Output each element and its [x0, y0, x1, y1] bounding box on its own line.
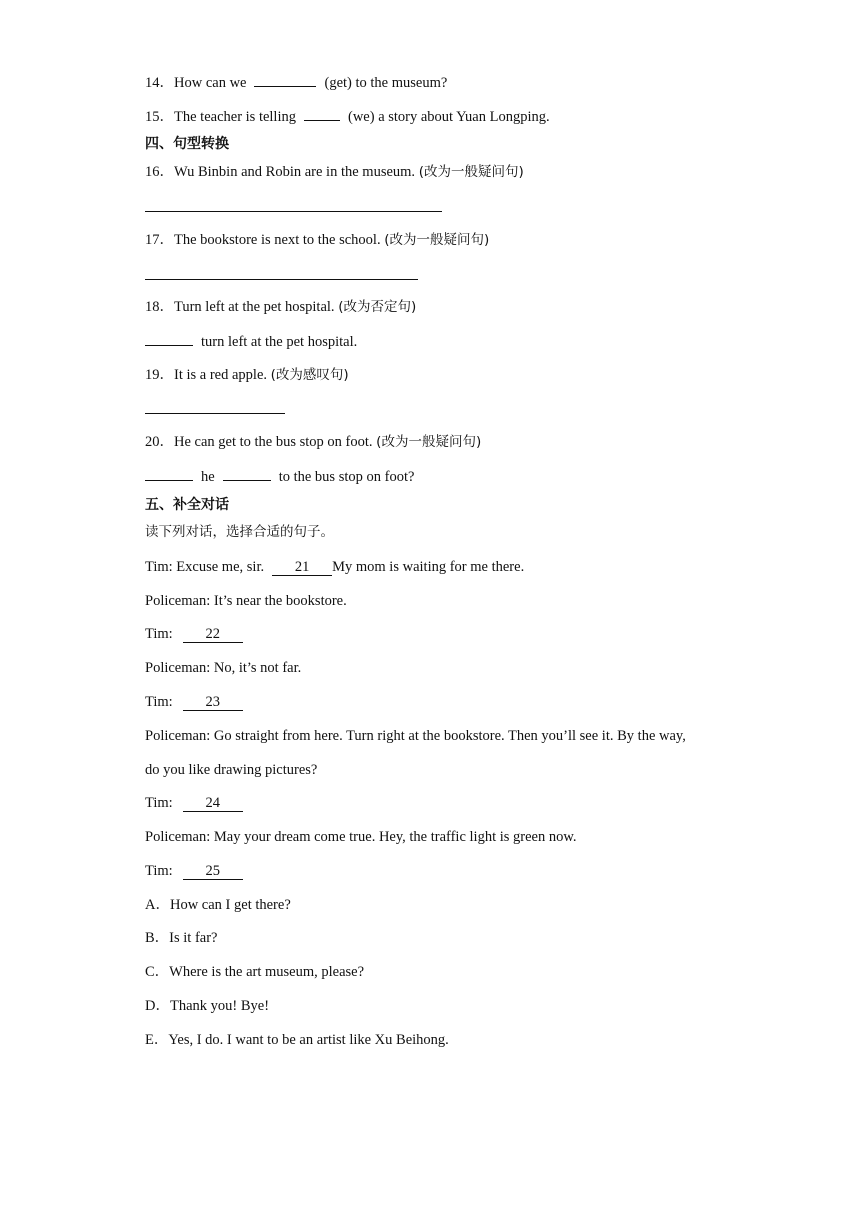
dialogue-text: My mom is waiting for me there.	[332, 559, 525, 575]
question-number: 17．	[145, 232, 174, 248]
dialogue-line: Policeman: Go straight from here. Turn right at the bookstore. Then you’ll see it. By the way,	[145, 728, 686, 744]
option-b	[145, 928, 217, 948]
question-17	[145, 230, 489, 250]
answer-text: to the bus stop on foot?	[278, 469, 415, 485]
question-hint: (改为一般疑问句)	[418, 164, 524, 180]
dialogue-text: Tim:	[145, 863, 173, 879]
question-hint: (改为否定句)	[338, 299, 417, 315]
question-text: It is a red apple.	[174, 367, 268, 383]
question-number: 16．	[145, 164, 174, 180]
dialogue-blank-23[interactable]: 23	[183, 694, 243, 711]
question-hint: (改为一般疑问句)	[384, 232, 490, 248]
section-instruction: 读下列对话，选择合适的句子。	[145, 524, 334, 540]
answer-text: he	[201, 469, 215, 485]
dialogue-text: Tim:	[145, 626, 173, 642]
dialogue-line	[145, 557, 524, 577]
answer-blank[interactable]	[254, 72, 316, 87]
option-text: Yes, I do. I want to be an artist like Xu Beihong.	[168, 1032, 449, 1048]
option-text: How can I get there?	[169, 897, 291, 913]
question-number: 14．	[145, 75, 174, 91]
question-text: The teacher is telling	[174, 109, 296, 125]
dialogue-line: Policeman: May your dream come true. Hey, the traffic light is green now.	[145, 829, 577, 845]
question-number: 20．	[145, 434, 174, 450]
question-19	[145, 365, 349, 385]
option-letter: E．	[145, 1032, 169, 1048]
answer-line[interactable]	[145, 279, 418, 280]
option-a	[145, 895, 291, 915]
question-text: How can we	[174, 75, 247, 91]
dialogue-line	[145, 861, 243, 881]
question-number: 19．	[145, 367, 174, 383]
question-text: The bookstore is next to the school.	[174, 232, 381, 248]
answer-blank[interactable]	[304, 106, 340, 121]
option-e	[145, 1030, 449, 1050]
option-text: Is it far?	[169, 930, 218, 946]
question-20-answer	[145, 466, 414, 487]
dialogue-blank-25[interactable]: 25	[183, 863, 243, 880]
dialogue-text: Tim: Excuse me, sir.	[145, 559, 265, 575]
answer-blank[interactable]	[145, 466, 193, 481]
option-text: Where is the art museum, please?	[169, 964, 365, 980]
question-number: 18．	[145, 299, 174, 315]
dialogue-blank-22[interactable]: 22	[183, 626, 243, 643]
option-letter: D．	[145, 998, 170, 1014]
question-hint: (改为感叹句)	[270, 367, 349, 383]
section-heading: 五、补全对话	[145, 497, 229, 513]
answer-blank[interactable]	[145, 331, 193, 346]
question-14	[145, 72, 447, 93]
section-heading: 四、句型转换	[145, 136, 229, 152]
question-text: Turn left at the pet hospital.	[174, 299, 335, 315]
dialogue-line	[145, 793, 243, 813]
answer-line[interactable]	[145, 413, 285, 414]
question-number: 15．	[145, 109, 174, 125]
question-text: (get) to the museum?	[324, 75, 448, 91]
dialogue-blank-21[interactable]: 21	[272, 559, 332, 576]
option-letter: B．	[145, 930, 170, 946]
option-d	[145, 996, 269, 1016]
question-text: Wu Binbin and Robin are in the museum.	[174, 164, 416, 180]
dialogue-blank-24[interactable]: 24	[183, 795, 243, 812]
dialogue-line: Policeman: It’s near the bookstore.	[145, 593, 347, 609]
dialogue-line: do you like drawing pictures?	[145, 762, 318, 778]
answer-line[interactable]	[145, 211, 442, 212]
dialogue-line	[145, 624, 243, 644]
question-15	[145, 106, 550, 127]
option-letter: A．	[145, 897, 170, 913]
answer-blank[interactable]	[223, 466, 271, 481]
question-20	[145, 432, 481, 452]
question-hint: (改为一般疑问句)	[376, 434, 482, 450]
question-18	[145, 297, 416, 317]
question-16	[145, 162, 524, 182]
option-letter: C．	[145, 964, 170, 980]
question-text: (we) a story about Yuan Longping.	[348, 109, 550, 125]
dialogue-line	[145, 692, 243, 712]
question-text: He can get to the bus stop on foot.	[174, 434, 373, 450]
option-c	[145, 962, 364, 982]
dialogue-line: Policeman: No, it’s not far.	[145, 660, 302, 676]
dialogue-text: Tim:	[145, 694, 173, 710]
option-text: Thank you! Bye!	[169, 998, 270, 1014]
dialogue-text: Tim:	[145, 795, 173, 811]
answer-text: turn left at the pet hospital.	[201, 334, 358, 350]
question-18-answer	[145, 331, 357, 352]
